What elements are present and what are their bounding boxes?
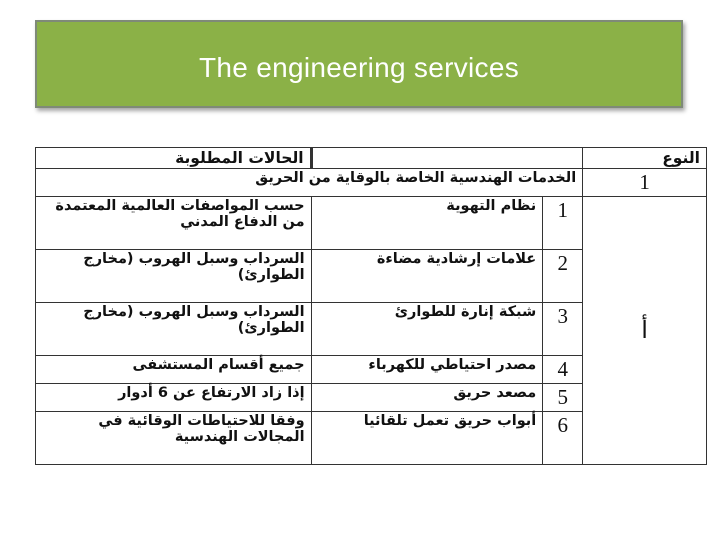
row-item: مصدر احتياطي للكهرباء bbox=[311, 356, 543, 384]
row-number: 2 bbox=[543, 250, 583, 303]
row-item: شبكة إنارة للطوارئ bbox=[311, 303, 543, 356]
row-case: حسب المواصفات العالمية المعتمدة من الدفاع المدني bbox=[36, 197, 312, 250]
row-item: أبواب حريق تعمل تلقائيا bbox=[311, 412, 543, 465]
row-item: علامات إرشادية مضاءة bbox=[311, 250, 543, 303]
row-case: جميع أقسام المستشفى bbox=[36, 356, 312, 384]
table-row bbox=[36, 197, 707, 250]
row-number: 1 bbox=[543, 197, 583, 250]
group-number: 1 bbox=[583, 169, 707, 197]
row-case: إذا زاد الارتفاع عن 6 أدوار bbox=[36, 384, 312, 412]
table-header-row bbox=[36, 148, 707, 169]
row-item: مصعد حريق bbox=[311, 384, 543, 412]
row-item: نظام التهوية bbox=[311, 197, 543, 250]
row-case: السرداب وسبل الهروب (مخارج الطوارئ) bbox=[36, 303, 312, 356]
engineering-services-table bbox=[35, 147, 707, 465]
row-case: وفقا للاحتياطات الوقائية في المجالات الهندسية bbox=[36, 412, 312, 465]
row-number: 4 bbox=[543, 356, 583, 384]
header-required-cases: الحالات المطلوبة bbox=[36, 148, 312, 169]
header-spacer bbox=[311, 148, 583, 169]
group-row bbox=[36, 169, 707, 197]
group-title: الخدمات الهندسية الخاصة بالوقاية من الحريق bbox=[36, 169, 583, 197]
side-marker: أ bbox=[583, 197, 707, 465]
row-case: السرداب وسبل الهروب (مخارج الطوارئ) bbox=[36, 250, 312, 303]
row-number: 3 bbox=[543, 303, 583, 356]
header-type: النوع bbox=[583, 148, 707, 169]
row-number: 6 bbox=[543, 412, 583, 465]
slide-title: The engineering services bbox=[198, 52, 520, 83]
title-banner bbox=[35, 20, 683, 108]
row-number: 5 bbox=[543, 384, 583, 412]
